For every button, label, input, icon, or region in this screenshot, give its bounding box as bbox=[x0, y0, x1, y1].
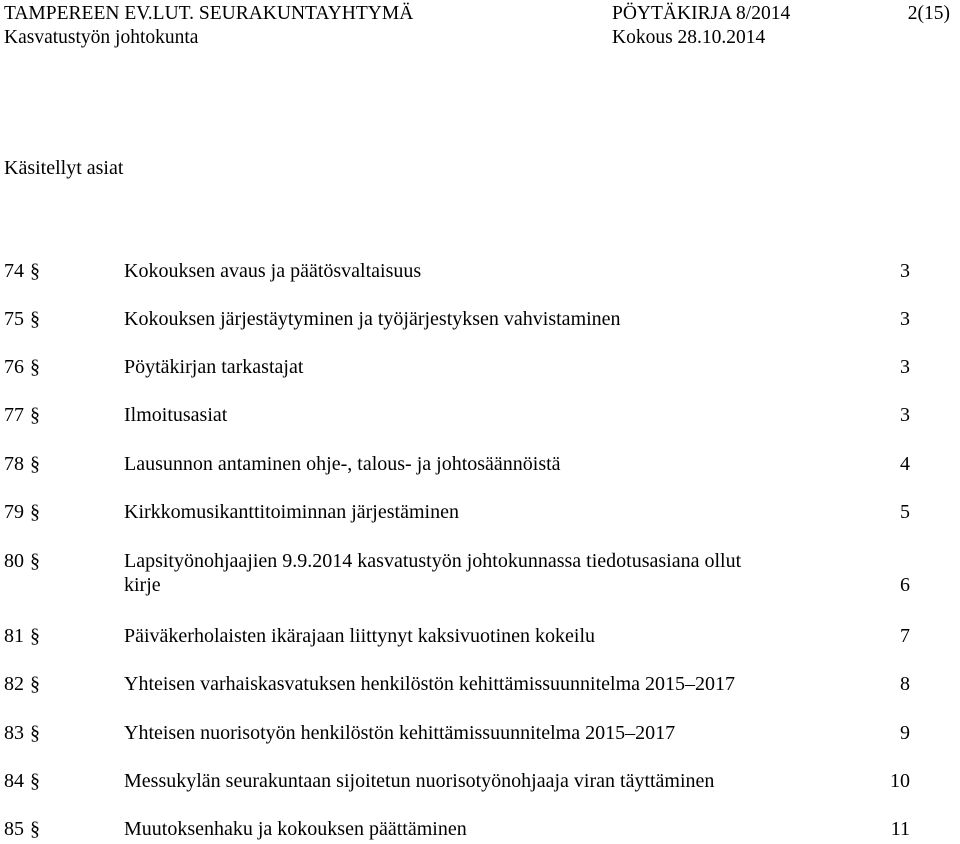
item-title: Yhteisen nuorisotyön henkilöstön kehittämissuunnitelma 2015–2017 bbox=[124, 722, 676, 744]
section-sign: § bbox=[30, 453, 40, 475]
item-number: 76 bbox=[4, 356, 24, 378]
document-title: PÖYTÄKIRJA 8/2014 bbox=[612, 3, 791, 24]
item-number: 80 bbox=[4, 550, 24, 572]
board-name: Kasvatustyön johtokunta bbox=[4, 27, 199, 48]
item-number: 78 bbox=[4, 453, 24, 475]
agenda-item bbox=[0, 355, 960, 379]
item-number: 83 bbox=[4, 722, 24, 744]
agenda-item bbox=[0, 624, 960, 648]
item-page: 11 bbox=[890, 818, 910, 840]
item-page: 4 bbox=[900, 453, 910, 475]
item-title: Päiväkerholaisten ikärajaan liittynyt kaksivuotinen kokeilu bbox=[124, 625, 595, 647]
item-page: 9 bbox=[900, 722, 910, 744]
organization-name: TAMPEREEN EV.LUT. SEURAKUNTAYHTYMÄ bbox=[4, 3, 414, 24]
agenda-item bbox=[0, 259, 960, 283]
agenda-item bbox=[0, 769, 960, 793]
meeting-date: Kokous 28.10.2014 bbox=[612, 27, 766, 48]
item-title: Kokouksen järjestäytyminen ja työjärjestyksen vahvistaminen bbox=[124, 308, 621, 330]
item-title: Messukylän seurakuntaan sijoitetun nuorisotyönohjaaja viran täyttäminen bbox=[124, 770, 715, 792]
item-title: Lausunnon antaminen ohje-, talous- ja johtosäännöistä bbox=[124, 453, 561, 475]
item-page: 3 bbox=[900, 404, 910, 426]
agenda-item bbox=[0, 549, 960, 597]
item-page: 8 bbox=[900, 673, 910, 695]
agenda-item bbox=[0, 452, 960, 476]
section-sign: § bbox=[30, 260, 40, 282]
section-sign: § bbox=[30, 501, 40, 523]
section-sign: § bbox=[30, 673, 40, 695]
item-title: Lapsityönohjaajien 9.9.2014 kasvatustyön johtokunnassa tiedotusasiana ollut bbox=[124, 550, 742, 572]
item-number: 84 bbox=[4, 770, 24, 792]
section-sign: § bbox=[30, 308, 40, 330]
item-number: 77 bbox=[4, 404, 24, 426]
item-number: 79 bbox=[4, 501, 24, 523]
item-title-continuation: kirje bbox=[124, 574, 161, 596]
section-sign: § bbox=[30, 722, 40, 744]
item-page: 3 bbox=[900, 356, 910, 378]
item-title: Pöytäkirjan tarkastajat bbox=[124, 356, 304, 378]
section-sign: § bbox=[30, 770, 40, 792]
item-number: 74 bbox=[4, 260, 24, 282]
item-number: 85 bbox=[4, 818, 24, 840]
item-page: 3 bbox=[900, 308, 910, 330]
agenda-item bbox=[0, 403, 960, 427]
agenda-item bbox=[0, 721, 960, 745]
section-sign: § bbox=[30, 404, 40, 426]
item-title: Ilmoitusasiat bbox=[124, 404, 228, 426]
section-sign: § bbox=[30, 356, 40, 378]
item-page: 6 bbox=[900, 574, 910, 596]
section-heading: Käsitellyt asiat bbox=[4, 157, 124, 179]
item-page: 7 bbox=[900, 625, 910, 647]
item-title: Kirkkomusikanttitoiminnan järjestäminen bbox=[124, 501, 459, 523]
page-number: 2(15) bbox=[907, 3, 950, 24]
agenda-item bbox=[0, 500, 960, 524]
agenda-item bbox=[0, 307, 960, 331]
section-sign: § bbox=[30, 625, 40, 647]
agenda-item bbox=[0, 672, 960, 696]
item-title: Kokouksen avaus ja päätösvaltaisuus bbox=[124, 260, 422, 282]
item-number: 81 bbox=[4, 625, 24, 647]
item-title: Muutoksenhaku ja kokouksen päättäminen bbox=[124, 818, 467, 840]
item-page: 3 bbox=[900, 260, 910, 282]
item-page: 10 bbox=[890, 770, 910, 792]
item-number: 75 bbox=[4, 308, 24, 330]
item-title: Yhteisen varhaiskasvatuksen henkilöstön kehittämissuunnitelma 2015–2017 bbox=[124, 673, 736, 695]
section-sign: § bbox=[30, 550, 40, 572]
item-number: 82 bbox=[4, 673, 24, 695]
item-page: 5 bbox=[900, 501, 910, 523]
section-sign: § bbox=[30, 818, 40, 840]
agenda-item bbox=[0, 817, 960, 841]
